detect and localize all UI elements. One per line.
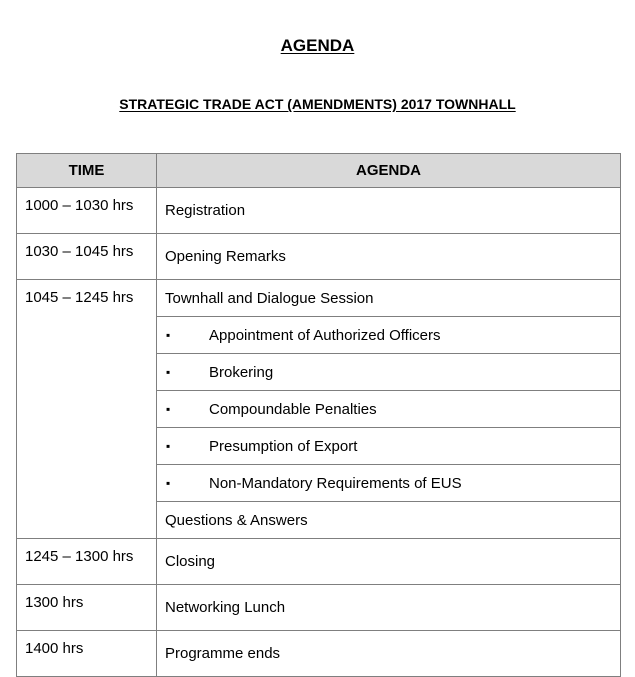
bullet-icon: ▪	[166, 402, 171, 417]
table-header-row	[17, 154, 621, 188]
agenda-item: Registration	[157, 188, 621, 234]
time-cell: 1300 hrs	[17, 585, 157, 631]
time-cell: 1000 – 1030 hrs	[17, 188, 157, 234]
bullet-text: Compoundable Penalties	[209, 400, 377, 418]
session-bullet-item	[157, 465, 621, 502]
time-cell: 1030 – 1045 hrs	[17, 234, 157, 280]
bullet-text: Brokering	[209, 363, 274, 381]
session-bullet-item	[157, 391, 621, 428]
header-time: TIME	[17, 154, 157, 188]
agenda-item: Programme ends	[157, 631, 621, 677]
agenda-item: Questions & Answers	[157, 502, 621, 539]
session-bullet-item	[157, 317, 621, 354]
time-cell: 1400 hrs	[17, 631, 157, 677]
bullet-text: Non-Mandatory Requirements of EUS	[209, 474, 462, 492]
bullet-icon: ▪	[166, 328, 171, 343]
table-row	[17, 188, 621, 234]
agenda-item: Opening Remarks	[157, 234, 621, 280]
table-row	[17, 234, 621, 280]
bullet-text: Appointment of Authorized Officers	[209, 326, 441, 344]
bullet-text: Presumption of Export	[209, 437, 358, 455]
table-row	[17, 280, 621, 317]
document-subtitle: STRATEGIC TRADE ACT (AMENDMENTS) 2017 TOWNHALL	[119, 96, 516, 112]
header-agenda: AGENDA	[157, 154, 621, 188]
session-bullet-item	[157, 428, 621, 465]
time-cell: 1245 – 1300 hrs	[17, 539, 157, 585]
agenda-item: Networking Lunch	[157, 585, 621, 631]
table-row	[17, 585, 621, 631]
agenda-item: Townhall and Dialogue Session	[157, 280, 621, 317]
agenda-item: Closing	[157, 539, 621, 585]
table-row	[17, 631, 621, 677]
table-row	[17, 539, 621, 585]
time-cell-session: 1045 – 1245 hrs	[17, 280, 157, 539]
bullet-icon: ▪	[166, 365, 171, 380]
agenda-table	[16, 153, 621, 677]
bullet-icon: ▪	[166, 476, 171, 491]
bullet-icon: ▪	[166, 439, 171, 454]
document-title: AGENDA	[280, 36, 355, 55]
session-bullet-item	[157, 354, 621, 391]
